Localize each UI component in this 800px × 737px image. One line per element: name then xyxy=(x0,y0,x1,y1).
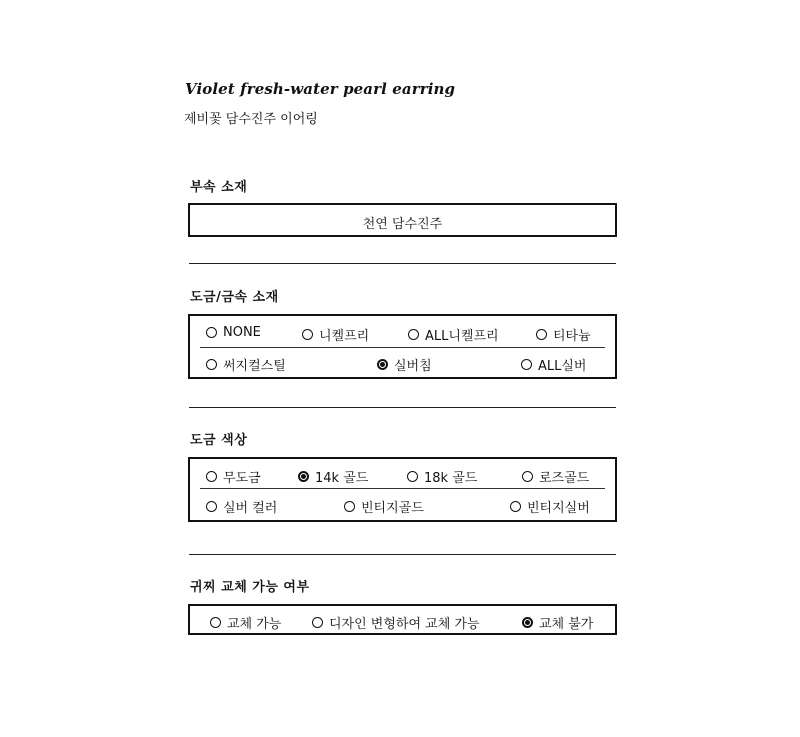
option-label: 로즈골드 xyxy=(539,471,590,486)
option-all-nickel-free[interactable] xyxy=(408,325,499,344)
radio-icon[interactable] xyxy=(407,471,418,482)
radio-selected-icon[interactable] xyxy=(377,359,388,370)
material-section-label: 부속 소재 xyxy=(190,180,248,195)
option-surgical-steel[interactable] xyxy=(206,355,286,374)
radio-selected-icon[interactable] xyxy=(522,617,533,628)
option-label: 티타늄 xyxy=(553,329,591,344)
option-label: ALL니켈프리 xyxy=(425,329,499,344)
plating-color-row-2 xyxy=(190,491,615,521)
option-nickel-free[interactable] xyxy=(302,325,369,344)
radio-icon[interactable] xyxy=(210,617,221,628)
option-label: 써지컬스틸 xyxy=(223,359,286,374)
option-titanium[interactable] xyxy=(536,325,591,344)
product-title-en: Violet fresh-water pearl earring xyxy=(185,80,456,98)
section-divider xyxy=(189,554,616,555)
material-box xyxy=(188,203,617,237)
row-separator xyxy=(200,488,605,489)
material-value: 천연 담수진주 xyxy=(362,217,443,232)
radio-icon[interactable] xyxy=(522,471,533,482)
option-label: ALL실버 xyxy=(538,359,587,374)
section-divider xyxy=(189,407,616,408)
option-label: 18k 골드 xyxy=(424,471,478,486)
option-replaceable[interactable] xyxy=(210,613,281,632)
option-no-plating[interactable] xyxy=(206,467,261,486)
option-label: 빈티지골드 xyxy=(361,501,424,516)
plating-color-section-label: 도금 색상 xyxy=(190,433,248,448)
option-18k-gold[interactable] xyxy=(407,467,477,486)
option-14k-gold[interactable] xyxy=(298,467,368,486)
radio-icon[interactable] xyxy=(344,501,355,512)
plating-material-row-1 xyxy=(190,318,615,348)
earring-replace-section-label: 귀찌 교체 가능 여부 xyxy=(190,580,310,595)
option-all-silver[interactable] xyxy=(521,355,587,374)
option-label: 실버 컬러 xyxy=(223,501,278,516)
radio-icon[interactable] xyxy=(206,471,217,482)
option-silver-pin[interactable] xyxy=(377,355,432,374)
radio-icon[interactable] xyxy=(521,359,532,370)
radio-icon[interactable] xyxy=(312,617,323,628)
option-label: 교체 불가 xyxy=(539,617,594,632)
option-label: NONE xyxy=(223,325,261,340)
option-replaceable-with-modification[interactable] xyxy=(312,613,480,632)
radio-icon[interactable] xyxy=(510,501,521,512)
earring-replace-row xyxy=(190,606,615,636)
option-silver-color[interactable] xyxy=(206,497,277,516)
option-label: 무도금 xyxy=(223,471,261,486)
option-label: 빈티지실버 xyxy=(527,501,590,516)
radio-icon[interactable] xyxy=(206,501,217,512)
option-label: 니켈프리 xyxy=(319,329,370,344)
option-vintage-silver[interactable] xyxy=(510,497,590,516)
row-separator xyxy=(200,347,605,348)
option-vintage-gold[interactable] xyxy=(344,497,424,516)
option-label: 디자인 변형하여 교체 가능 xyxy=(329,617,480,632)
plating-material-section-label: 도금/금속 소재 xyxy=(190,290,279,305)
option-label: 교체 가능 xyxy=(227,617,282,632)
plating-material-box xyxy=(188,314,617,379)
radio-icon[interactable] xyxy=(206,327,217,338)
plating-color-box xyxy=(188,457,617,522)
section-divider xyxy=(189,263,616,264)
option-not-replaceable[interactable] xyxy=(522,613,593,632)
option-none[interactable] xyxy=(206,325,261,340)
radio-icon[interactable] xyxy=(408,329,419,340)
radio-icon[interactable] xyxy=(206,359,217,370)
radio-icon[interactable] xyxy=(536,329,547,340)
plating-material-row-2 xyxy=(190,349,615,379)
radio-selected-icon[interactable] xyxy=(298,471,309,482)
option-rose-gold[interactable] xyxy=(522,467,589,486)
product-title-ko: 제비꽃 담수진주 이어링 xyxy=(184,112,318,127)
plating-color-row-1 xyxy=(190,461,615,491)
option-label: 실버침 xyxy=(394,359,432,374)
option-label: 14k 골드 xyxy=(315,471,369,486)
earring-replace-box xyxy=(188,604,617,635)
radio-icon[interactable] xyxy=(302,329,313,340)
